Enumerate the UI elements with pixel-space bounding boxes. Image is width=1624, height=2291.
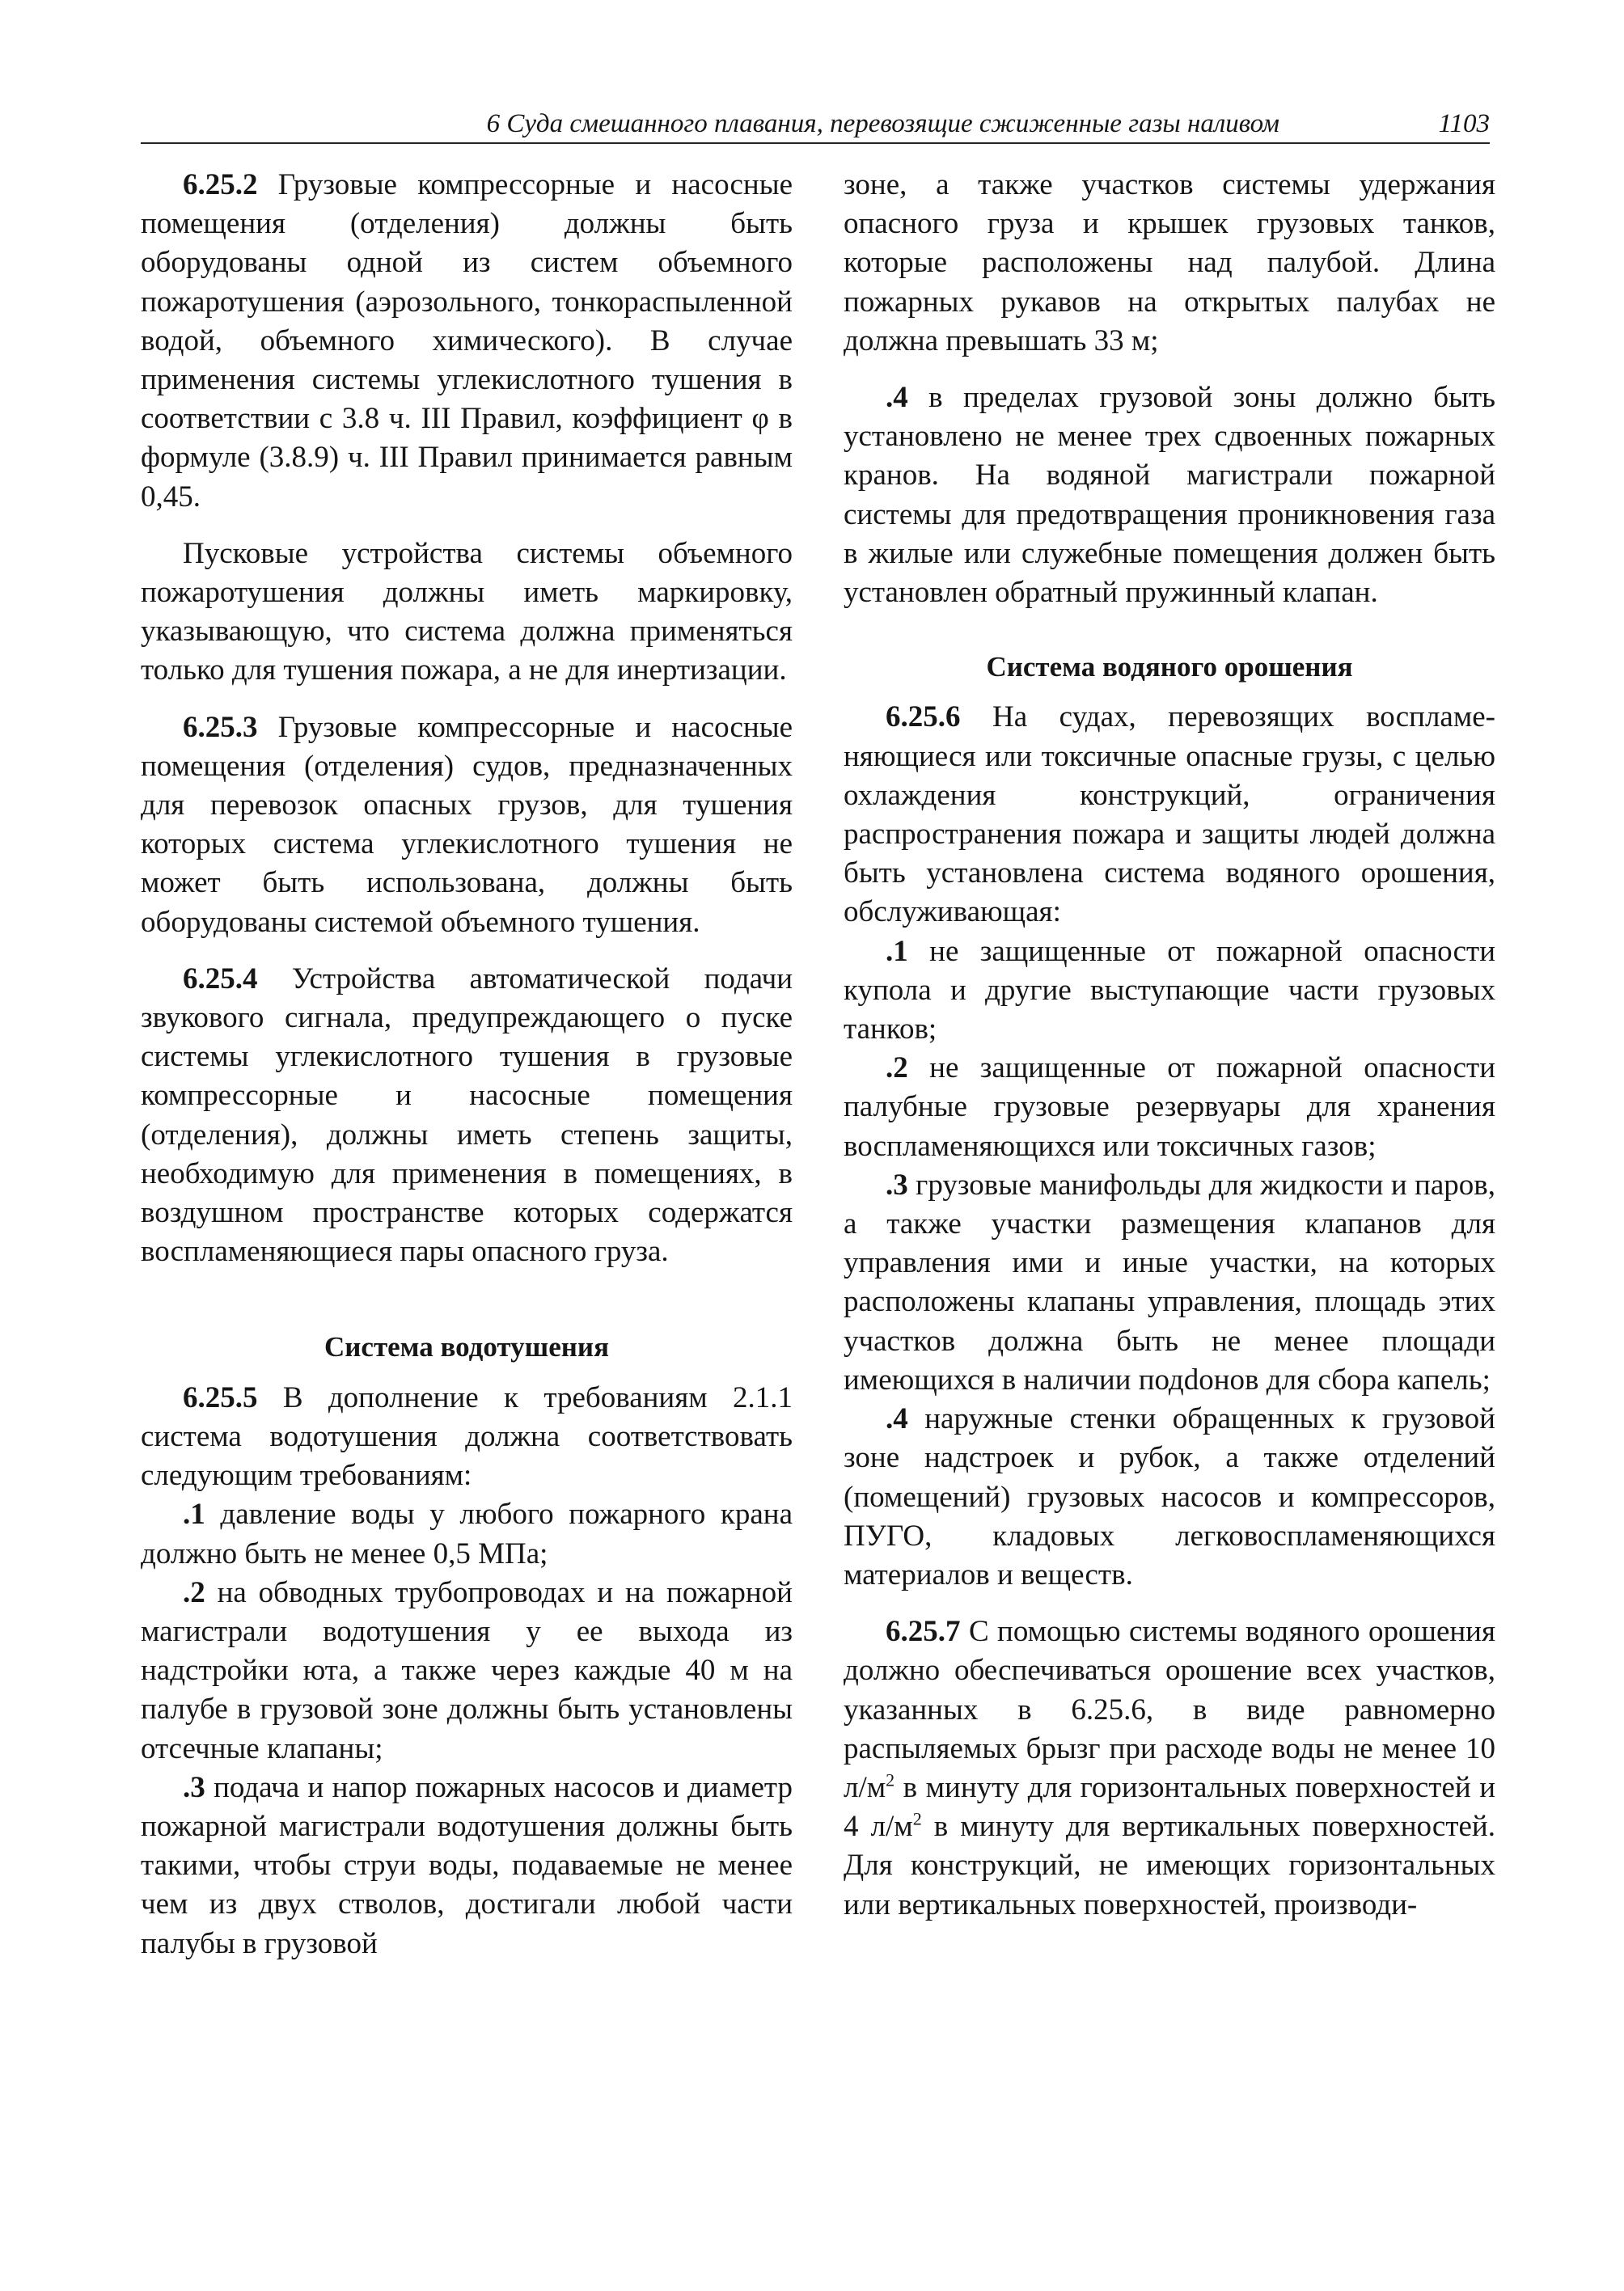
- item-text: грузовые манифольды для жидкости и паров, а также участки размещения клапанов для управления ими и иные участки, на которых расположены клапаны управления, площадь этих участков должна быть не менее площади имеющихся в наличии подdонов для сбора капель;: [844, 1168, 1495, 1397]
- item-number: .1: [886, 934, 908, 968]
- list-item: [141, 1495, 793, 1573]
- paragraph-text: Грузовые компрессорные и насосные помещения (отделения) судов, предназначенных для перевозок опасных грузов, для тушения которых система углекислотного тушения не может быть использована, должны быть оборудованы системой объемного тушения.: [141, 710, 793, 939]
- list-item: [141, 1769, 793, 1963]
- left-column: [141, 166, 793, 1963]
- item-text: не защищенные от пожарной опасности купола и другие выступающие части грузовых танков;: [844, 934, 1495, 1046]
- item-text: в пределах грузовой зоны должно быть установлено не менее трех сдвоенных пожарных кранов. На водяной магистрали пожарной системы для предотвращения проникновения газа в жилые или служебные помещения должен быть установлен обратный пружинный клапан.: [844, 381, 1495, 610]
- paragraph-6-25-2: [141, 166, 793, 517]
- paragraph-text: в минуту для горизонтальных поверхностей и 4 л/м: [844, 1770, 1495, 1844]
- paragraph-6-25-6: [844, 698, 1495, 932]
- list-item: [844, 1049, 1495, 1166]
- section-heading-water-firefighting: Система водотушения: [324, 1331, 610, 1363]
- section-heading-water-spray: Система водяного орошения: [986, 651, 1353, 683]
- item-number: .4: [886, 1402, 908, 1436]
- item-number: .3: [886, 1168, 908, 1202]
- paragraph-6-25-5: [141, 1379, 793, 1496]
- page-number: 1103: [1438, 109, 1490, 138]
- item-text: наружные стенки обращенных к грузовой зоне надстроек и рубок, а также отделений (помещений) грузовых насосов и компрессоров, ПУГО, кладовых легковоспламеняющихся материалов и веществ.: [844, 1402, 1495, 1591]
- paragraph-text: С помощью системы водяного орошения должно обеспечиваться орошение всех участков, указанных в 6.25.6, в виде равномерно распыляемых брызг при расходе воды не менее 10 л/м: [844, 1615, 1495, 1804]
- item-number: .2: [886, 1051, 908, 1085]
- clause-number: 6.25.6: [886, 700, 961, 734]
- item-number: .3: [183, 1770, 205, 1804]
- clause-number: 6.25.4: [183, 962, 258, 995]
- clause-number: 6.25.2: [183, 168, 258, 201]
- item-text: не защищенные от пожарной опасности палубные грузовые резервуары для хранения воспламеняющихся или токсичных газов;: [844, 1051, 1495, 1163]
- clause-number: 6.25.7: [886, 1615, 961, 1649]
- paragraph-continuation: зоне, а также участков системы удержания опасного груза и крышек грузовых танков, которые расположены над палубой. Длина пожарных рукавов на открытых палубах не должна превышать 33 м;: [844, 168, 1495, 357]
- paragraph-text: Грузовые компрессорные и насосные помещения (отделения) должны быть оборудованы одной из систем объемного пожаротушения (аэрозольного, тонкораспыленной водой, объемного химического). В случае применения системы углекислотного тушения в соответствии с 3.8 ч. III Правил, коэффициент φ в формуле (3.8.9) ч. III Правил принимается равным 0,45.: [141, 168, 793, 514]
- item-number: .4: [886, 381, 908, 415]
- paragraph-text: в минуту для вертикальных поверхностей. Для конструкций, не имеющих горизонтальных или вертикальных поверхностей, производи-: [844, 1810, 1495, 1921]
- item-text: подача и напор пожарных насосов и диаметр пожарной магистрали водотушения должны быть такими, чтобы струи воды, подаваемые не менее чем из двух стволов, достигали любой части палубы в грузовой: [141, 1770, 793, 1960]
- right-column: [844, 166, 1495, 1942]
- paragraph-6-25-3: [141, 708, 793, 942]
- paragraph-text: В дополнение к требованиям 2.1.1 система водотушения должна соответствовать следующим требованиям:: [141, 1380, 793, 1493]
- paragraph-text: Пусковые устройства системы объемного пожаротушения должны иметь маркировку, указывающую, что система должна применяться только для тушения пожара, а не для инертизации.: [141, 536, 793, 687]
- clause-number: 6.25.5: [183, 1380, 258, 1414]
- item-text: давление воды у любого пожарного крана должно быть не менее 0,5 МПа;: [141, 1498, 793, 1570]
- list-item: [844, 378, 1495, 612]
- item-text: на обводных трубопроводах и на пожарной магистрали водотушения у ее выхода из надстройки юта, а также через каждые 40 м на палубе в грузовой зоне должны быть установлены отсечные клапаны;: [141, 1575, 793, 1765]
- running-header: [141, 108, 1490, 144]
- item-number: .2: [183, 1575, 205, 1609]
- superscript: 2: [886, 1769, 895, 1790]
- paragraph-6-25-4: [141, 960, 793, 1272]
- list-item: [844, 1400, 1495, 1595]
- item-number: .1: [183, 1498, 205, 1532]
- header-title: 6 Суда смешанного плавания, перевозящие сжиженные газы наливом: [486, 109, 1279, 138]
- paragraph-text: Устройства автоматической подачи звукового сигнала, предупреждающего о пуске системы углекислотного тушения в грузовые компрессорные и насосные помещения (отделения), должны иметь степень защиты, необходимую для применения в помещениях, в воздушном пространстве которых содержатся воспламеняющиеся пары опасного груза.: [141, 962, 793, 1269]
- paragraph-6-25-7: [844, 1613, 1495, 1925]
- clause-number: 6.25.3: [183, 710, 258, 744]
- superscript: 2: [912, 1808, 922, 1829]
- paragraph-text: На судах, перевозящих воспламеняющиеся или токсичные опасные грузы, с целью охлаждения конструкций, ограничения распространения пожара и защиты людей должна быть установлена система водяного орошения, обслуживающая:: [844, 700, 1495, 929]
- list-item: [844, 932, 1495, 1050]
- list-item: [141, 1574, 793, 1769]
- list-item: [844, 1166, 1495, 1400]
